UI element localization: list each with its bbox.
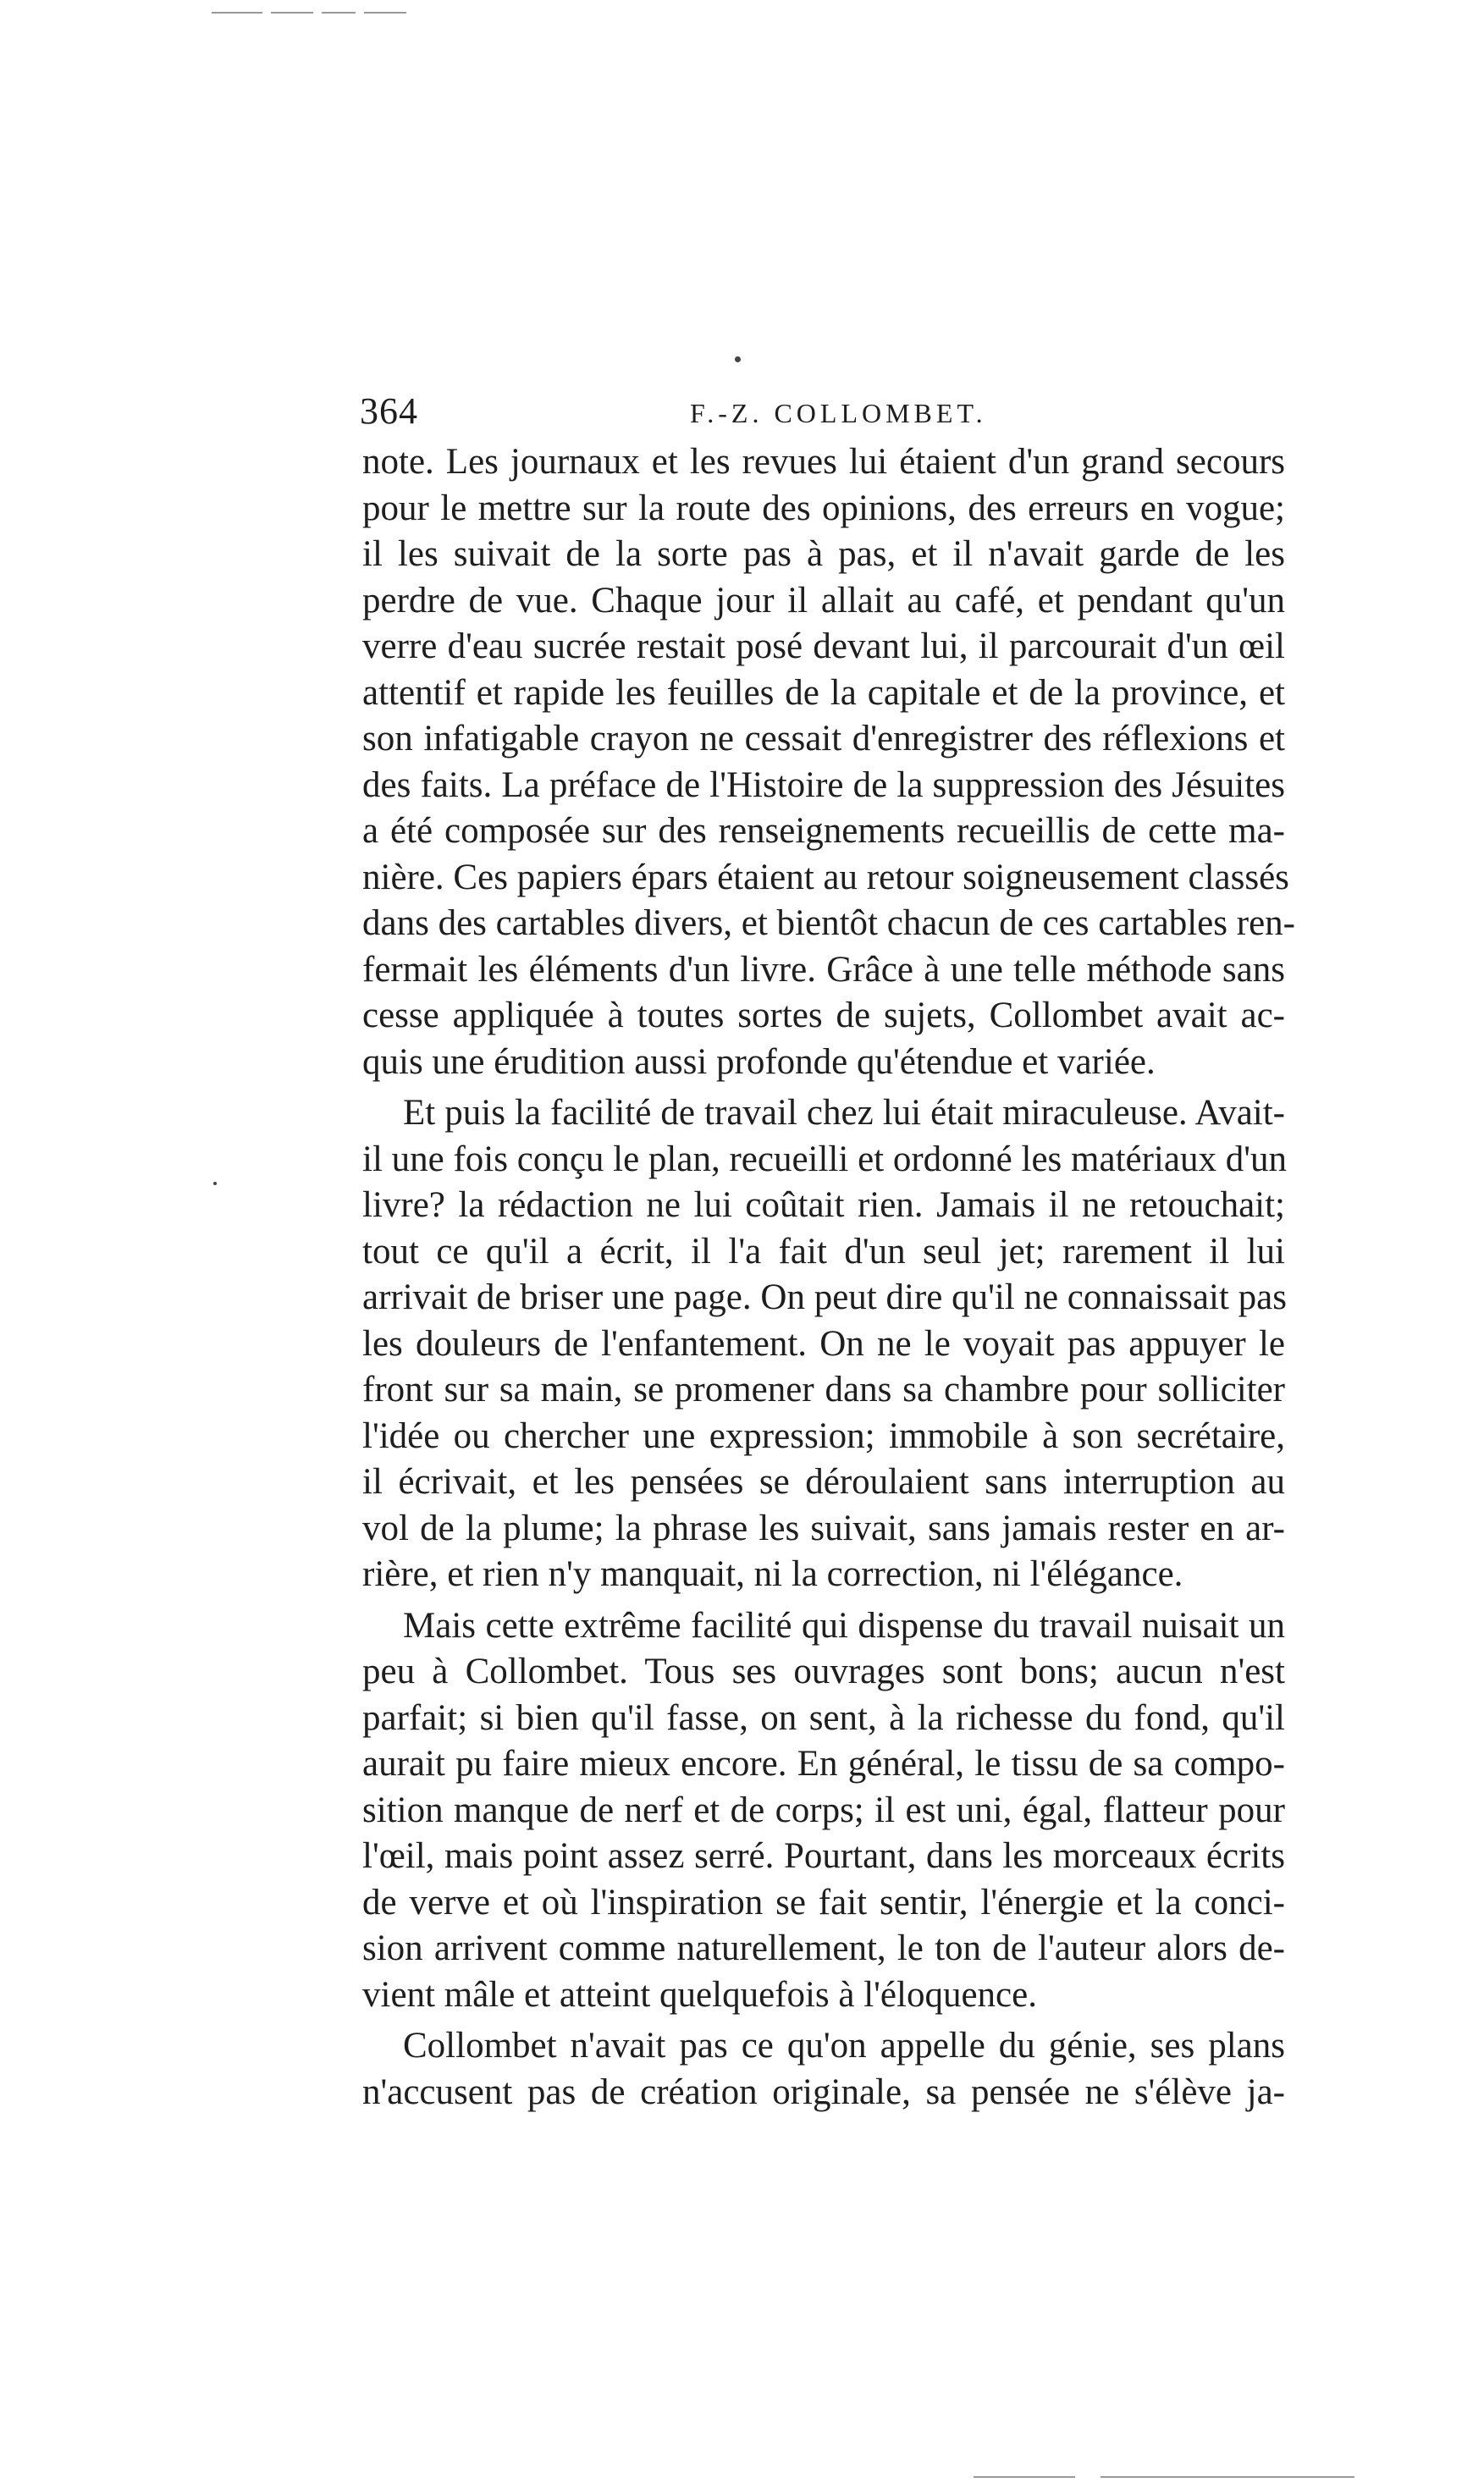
running-head: F.-Z. COLLOMBET. xyxy=(690,398,987,428)
text-line: perdre de vue. Chaque jour il allait au café, et pendant qu'un xyxy=(362,580,1285,621)
text-line: des faits. La préface de l'Histoire de la suppression des Jésuites xyxy=(362,764,1285,805)
text-line: vient mâle et atteint quelquefois à l'éloquence. xyxy=(362,1974,1037,2015)
text-line: les douleurs de l'enfantement. On ne le voyait pas appuyer le xyxy=(362,1323,1285,1364)
text-line: Et puis la facilité de travail chez lui était miraculeuse. Avait- xyxy=(403,1093,1285,1133)
paragraph xyxy=(362,1090,1285,1598)
text-line: tout ce qu'il a écrit, il l'a fait d'un seul jet; rarement il lui xyxy=(362,1231,1285,1272)
scan-edge-top-2 xyxy=(271,12,313,14)
text-line: Mais cette extrême facilité qui dispense du travail nuisait un xyxy=(403,1605,1285,1646)
scan-edge-bottom-1 xyxy=(974,2476,1075,2478)
text-line: peu à Collombet. Tous ses ouvrages sont bons; aucun n'est xyxy=(362,1652,1285,1691)
text-line: verre d'eau sucrée restait posé devant lui, il parcourait d'un œil xyxy=(362,626,1285,666)
text-line: l'œil, mais point assez serré. Pourtant, dans les morceaux écrits xyxy=(362,1836,1285,1876)
body-text xyxy=(362,439,1295,2116)
paragraph xyxy=(362,1603,1285,2019)
scan-edge-top-4 xyxy=(364,12,406,14)
text-line: parfait; si bien qu'il fasse, on sent, à la richesse du fond, qu'il xyxy=(362,1697,1285,1738)
page-header xyxy=(360,389,1287,440)
ink-speck xyxy=(213,1182,217,1185)
text-line: vol de la plume; la phrase les suivait, sans jamais rester en ar- xyxy=(362,1508,1285,1548)
text-line: de verve et où l'inspiration se fait sentir, l'énergie et la conci- xyxy=(362,1882,1285,1923)
text-line: rière, et rien n'y manquait, ni la correction, ni l'élégance. xyxy=(362,1554,1183,1594)
text-line: Collombet n'avait pas ce qu'on appelle du génie, ses plans xyxy=(403,2026,1285,2066)
text-line: n'accusent pas de création originale, sa pensée ne s'élève ja- xyxy=(362,2071,1285,2112)
text-line: pour le mettre sur la route des opinions, des erreurs en vogue; xyxy=(362,488,1285,528)
text-line: quis une érudition aussi profonde qu'étendue et variée. xyxy=(362,1041,1156,1082)
paragraph xyxy=(362,2023,1285,2116)
text-line: livre? la rédaction ne lui coûtait rien. Jamais il ne retouchait; xyxy=(362,1185,1285,1225)
text-line: note. Les journaux et les revues lui étaient d'un grand secours xyxy=(362,442,1285,482)
text-line: a été composée sur des renseignements recueillis de cette ma- xyxy=(362,811,1285,851)
text-line: l'idée ou chercher une expression; immobile à son secrétaire, xyxy=(362,1415,1285,1456)
page-number: 364 xyxy=(360,390,418,432)
scan-edge-bottom-2 xyxy=(1101,2476,1354,2478)
text-line: il écrivait, et les pensées se déroulaient sans interruption au xyxy=(362,1462,1285,1502)
text-line: dans des cartables divers, et bientôt chacun de ces cartables ren- xyxy=(362,903,1295,943)
text-line: arrivait de briser une page. On peut dire qu'il ne connaissait pas xyxy=(362,1277,1287,1317)
text-line: il une fois conçu le plan, recueilli et ordonné les matériaux d'un xyxy=(362,1139,1287,1179)
text-line: attentif et rapide les feuilles de la capitale et de la province, et xyxy=(362,672,1285,713)
text-line: aurait pu faire mieux encore. En général, le tissu de sa compo- xyxy=(362,1744,1285,1784)
text-line: sition manque de nerf et de corps; il est uni, égal, flatteur pour xyxy=(362,1790,1285,1830)
text-line: cesse appliquée à toutes sortes de sujets, Collombet avait ac- xyxy=(362,996,1285,1035)
text-line: fermait les éléments d'un livre. Grâce à une telle méthode sans xyxy=(362,949,1285,990)
text-line: front sur sa main, se promener dans sa chambre pour solliciter xyxy=(362,1370,1285,1409)
text-line: il les suivait de la sorte pas à pas, et il n'avait garde de les xyxy=(362,534,1285,574)
scan-edge-top-1 xyxy=(212,12,262,14)
text-line: sion arrivent comme naturellement, le ton de l'auteur alors de- xyxy=(362,1928,1285,1968)
scan-edge-top-3 xyxy=(322,12,356,14)
ink-speck xyxy=(735,356,741,362)
paragraph xyxy=(362,439,1295,1085)
text-line: nière. Ces papiers épars étaient au retour soigneusement classés xyxy=(362,857,1289,897)
text-line: son infatigable crayon ne cessait d'enregistrer des réflexions et xyxy=(362,719,1285,759)
